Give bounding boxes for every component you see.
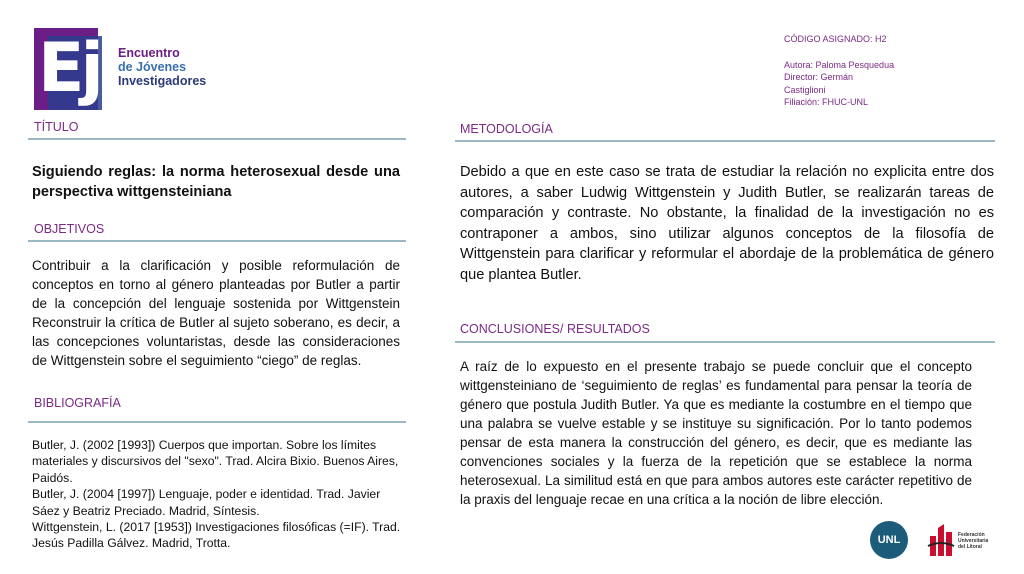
bibliografia-item: Wittgenstein, L. (2017 [1953]) Investigaciones filosóficas (=IF). Trad. Jesús Padilla Gálvez. Madrid, Trotta. [32, 520, 401, 551]
titulo-heading: TÍTULO [34, 120, 79, 134]
metodologia-heading: METODOLOGÍA [460, 122, 553, 136]
unl-logo: UNL [870, 521, 908, 559]
logo-wordmark [118, 46, 206, 88]
bibliografia-list [32, 437, 402, 552]
eji-logo [34, 26, 207, 116]
director-line-1: Director: Germán [784, 72, 854, 82]
affiliation: Filiación: FHUC-UNL [784, 97, 869, 107]
fue-line-1: Federación [958, 532, 985, 538]
metodologia-text: Debido a que en este caso se trata de estudiar la relación no explicita entre dos autores, a saber Ludwig Wittgenstein y Judith Butler, se realizarán tareas de comparación y contraste. No obstante, la finalidad de la investigación no es contraponer a ambos, sino utilizar algunos conceptos de la filosofía de Wittgenstein para clarificar y reformular el abordaje de la problemática de género que plantea Butler. [460, 164, 994, 283]
fue-logo [926, 520, 1006, 564]
bibliografia-item: Butler, J. (2004 [1997]) Lenguaje, poder e identidad. Trad. Javier Sáez y Beatriz Preciado. Madrid, Síntesis. [32, 487, 381, 518]
logo-letters: Eji [38, 29, 120, 108]
objetivos-text: Contribuir a la clarificación y posible reformulación de conceptos en torno al género planteadas por Butler a partir de la concepción del lenguaje sostenida por Wittgenstein Reconstruir la crítica de Butler al sujeto soberano, es decir, a las concepciones voluntaristas, desde las consideraciones de Wittgenstein sobre el seguimiento “ciego” de reglas. [32, 258, 400, 368]
conclusiones-heading: CONCLUSIONES/ RESULTADOS [460, 322, 650, 336]
logo-line-2: de Jóvenes [118, 60, 187, 74]
fue-text [958, 532, 988, 550]
fue-line-3: del Litoral [958, 544, 982, 550]
objetivos-heading: OBJETIVOS [34, 222, 105, 236]
director-line-2: Castiglioni [784, 84, 826, 95]
author: Autora: Paloma Pesquedua [784, 59, 895, 70]
bibliografia-rule [28, 421, 406, 423]
logo-line-3: Investigadores [118, 74, 207, 88]
titulo-text: Siguiendo reglas: la norma heterosexual desde una perspectiva wittgensteiniana [32, 164, 400, 200]
fue-line-2: Universitaria [958, 538, 989, 544]
bibliografia-heading: BIBLIOGRAFÍA [34, 396, 121, 410]
bibliografia-item: Butler, J. (2002 [1993]) Cuerpos que importan. Sobre los límites materiales y discursivos del "sexo". Trad. Alcira Bixio. Buenos Aires, Paidós. [32, 438, 399, 485]
info-block [784, 33, 984, 109]
objetivos-rule [28, 240, 406, 242]
logo-line-1: Encuentro [118, 46, 180, 60]
metodologia-rule [455, 140, 995, 142]
conclusiones-rule [455, 341, 995, 343]
assigned-code: CÓDIGO ASIGNADO: H2 [784, 34, 887, 44]
titulo-rule [28, 138, 406, 140]
fue-mark-icon [926, 522, 956, 558]
conclusiones-text: A raíz de lo expuesto en el presente trabajo se puede concluir que el concepto wittgensteiniano de ‘seguimiento de reglas’ es fundamental para pensar la teoría de género que postula Judith Butler. Ya que es mediante la costumbre en el tiempo que una palabra se vuelve estable y se instituye su significación. Por lo tanto podemos pensar de esta manera la construcción del género, es decir, que es mediante las convenciones sociales y la fuerza de la repetición que se establece la norma heterosexual. La similitud está en que para ambos autores este carácter repetitivo de la praxis del lenguaje recae en una crítica a la noción de libre elección. [460, 359, 972, 507]
